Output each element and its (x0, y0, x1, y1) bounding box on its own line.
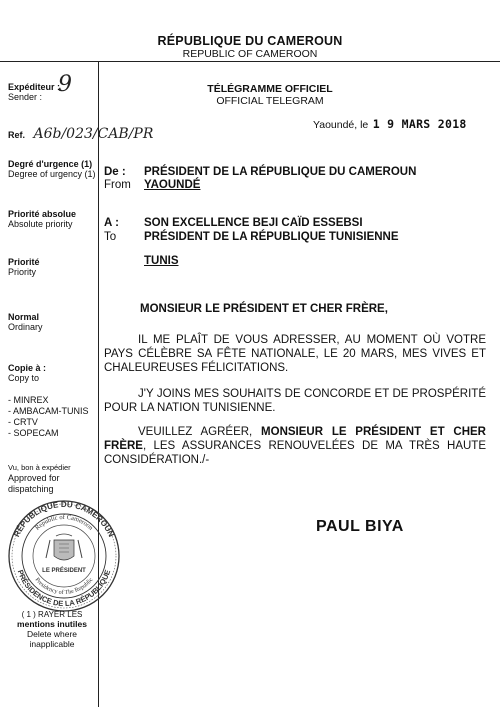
strike-note-en1: Delete where (26, 629, 78, 639)
priority-block (8, 257, 40, 278)
paragraph-3 (104, 425, 486, 467)
date-line (313, 115, 467, 133)
paragraph-2: J'Y JOINS MES SOUHAITS DE CONCORDE ET DE PROSPÉRITÉ POUR LA NATION TUNISIENNE. (104, 388, 486, 414)
normal-block (8, 312, 43, 333)
to-label-fr: A : (104, 217, 119, 229)
urgency-label-fr: Degré d'urgence (1) (8, 159, 93, 169)
header-divider (0, 61, 500, 62)
seal-inner-top: Republic of Cameroon (33, 513, 95, 532)
country-title-fr: RÉPUBLIQUE DU CAMEROUN (157, 34, 343, 48)
sender-label-en: Sender : (8, 92, 43, 102)
approval-fr: Vu, bon à expédier (8, 463, 71, 472)
ref-label: Ref. (8, 130, 26, 140)
to-line3: TUNIS (144, 255, 179, 267)
copy-label-en: Copy to (8, 373, 40, 383)
country-title-en: REPUBLIC OF CAMEROON (182, 48, 318, 60)
telegram-title-en: OFFICIAL TELEGRAM (216, 95, 324, 107)
signature: PAUL BIYA (316, 518, 404, 535)
paragraph-3-end: , LES ASSURANCES RENOUVELÉES DE MA TRÈS HAUTE CONSIDÉRATION./- (104, 440, 486, 466)
seal-outer-top: RÉPUBLIQUE DU CAMEROUN (12, 500, 116, 539)
sender-handwritten: 9 (58, 72, 72, 97)
ref-handwritten: A6b/023/CAB/PR (33, 126, 154, 142)
urgency-block (8, 159, 96, 180)
seal-inner-bottom: Presidency of The Republic (33, 577, 95, 597)
copy-label-fr: Copie à : (8, 363, 47, 373)
strike-note (8, 610, 96, 649)
copy-list (8, 395, 89, 439)
to-line1: SON EXCELLENCE BEJI CAÏD ESSEBSI (144, 217, 363, 229)
paragraph-3-start: VEUILLEZ AGRÉER, (138, 426, 262, 438)
to-label-en: To (104, 231, 117, 243)
salutation: MONSIEUR LE PRÉSIDENT ET CHER FRÈRE, (140, 303, 388, 315)
list-item: - AMBACAM-TUNIS (8, 406, 89, 416)
absolute-priority-block (8, 209, 76, 230)
approval-en: Approved for dispatching (8, 473, 60, 494)
priority-fr: Priorité (8, 257, 40, 267)
seal-outer-bottom: PRÉSIDENCE DE LA RÉPUBLIQUE (15, 568, 113, 609)
place-label: Yaoundé, le (313, 119, 369, 131)
absolute-priority-fr: Priorité absolue (8, 209, 77, 219)
copy-block (8, 363, 89, 439)
list-item: - CRTV (8, 417, 38, 427)
strike-note-fr1: ( 1 ) RAYER LES (21, 610, 83, 619)
from-line2: YAOUNDÉ (144, 179, 201, 191)
paragraph-1: IL ME PLAÎT DE VOUS ADRESSER, AU MOMENT OÙ VOTRE PAYS CÉLÈBRE SA FÊTE NATIONALE, LE 20 MARS, MES VIVES ET CHALEUREUSES FÉLICITATIONS. (104, 334, 486, 374)
presidency-seal (4, 500, 124, 612)
absolute-priority-en: Absolute priority (8, 219, 73, 229)
approval-block (8, 462, 93, 495)
from-label-fr: De : (104, 166, 126, 178)
strike-note-en2: inapplicable (29, 639, 75, 649)
sender-label-fr: Expéditeur : (8, 82, 61, 92)
to-line2: PRÉSIDENT DE LA RÉPUBLIQUE TUNISIENNE (144, 231, 399, 243)
telegram-title-fr: TÉLÉGRAMME OFFICIEL (207, 83, 333, 95)
reference-line (8, 125, 178, 143)
list-item: - SOPECAM (8, 428, 59, 438)
from-line1: PRÉSIDENT DE LA RÉPUBLIQUE DU CAMEROUN (144, 166, 417, 178)
normal-en: Ordinary (8, 322, 43, 332)
urgency-label-en: Degree of urgency (1) (8, 169, 96, 179)
coat-of-arms-emblem (46, 534, 82, 560)
date-stamp: 1 9 MARS 2018 (372, 117, 467, 131)
seal-center-text: LE PRÉSIDENT (42, 568, 86, 574)
normal-fr: Normal (8, 312, 40, 322)
sender-block (8, 82, 60, 103)
paragraph-3-emphasis: MONSIEUR LE PRÉSIDENT ET CHER FRÈRE (104, 426, 486, 452)
list-item: - MINREX (8, 395, 49, 405)
from-label-en: From (104, 179, 131, 191)
priority-en: Priority (8, 267, 37, 277)
strike-note-fr2: mentions inutiles (17, 619, 87, 629)
